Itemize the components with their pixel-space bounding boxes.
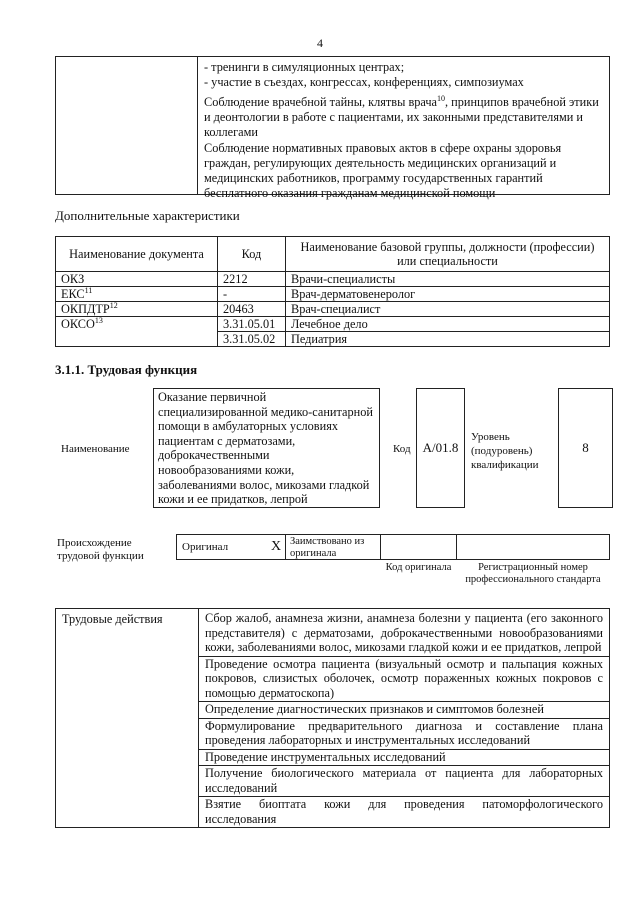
doc-name: ОКЗ — [61, 272, 85, 286]
continuation-label-cell — [55, 56, 198, 195]
registration-number-cell — [456, 534, 610, 560]
regulation-paragraph: Соблюдение нормативных правовых актов в сфере охраны здоровья граждан, регулирующих деятельность медицинских организаций и медицинских работников, программу государственных гарантий бесплатного оказания гражданам медицинской помощи — [204, 140, 562, 201]
function-name-box: Оказание первичной специализированной медико-санитарной помощи в амбулаторных условиях пациентам с дерматозами, доброкачественными новообразованиями кожи, заболеваниями волос, микозами гладкой кожи и ее придатков, лепрой — [153, 388, 380, 508]
paragraph-text: Соблюдение врачебной тайны, клятвы врача — [204, 94, 438, 109]
table-row — [56, 287, 610, 302]
code-cell: 3.31.05.01 — [218, 317, 286, 332]
origin-borrowed-cell: Заимствовано из оригинала — [285, 534, 381, 560]
code-cell: 20463 — [218, 302, 286, 317]
continuation-content-cell — [197, 56, 610, 201]
function-heading: 3.1.1. Трудовая функция — [55, 362, 198, 377]
name-cell: Врач-дерматовенеролог — [286, 287, 610, 302]
doc-cell — [56, 317, 218, 347]
origin-label: Происхождение трудовой функции — [57, 537, 144, 562]
origin-original-cell — [176, 534, 286, 560]
level-value-box: 8 — [558, 388, 613, 508]
doc-name: ОКПДТР — [61, 302, 110, 316]
footnote-ref: 10 — [437, 93, 446, 103]
original-code-caption: Код оригинала — [385, 562, 452, 573]
continuation-line: - участие в съездах, конгрессах, конференциях, симпозиумах — [204, 75, 524, 90]
doc-name: ЕКС — [61, 287, 85, 301]
table-row — [56, 609, 610, 657]
level-label: Уровень (подуровень) квалификации — [471, 431, 539, 471]
code-cell: 3.31.05.02 — [218, 332, 286, 347]
continuation-table — [55, 56, 610, 201]
labour-action-item: Определение диагностических признаков и симптомов болезней — [199, 702, 610, 719]
registration-number-caption: Регистрационный номер профессионального стандарта — [465, 562, 601, 585]
additional-characteristics-table — [55, 236, 610, 347]
labour-action-item: Формулирование предварительного диагноза и составление плана проведения лабораторных и инструментальных исследований — [199, 718, 610, 749]
function-code-box: А/01.8 — [416, 388, 465, 508]
labour-action-item: Взятие биоптата кожи для проведения патоморфологического исследования — [199, 797, 610, 828]
name-cell: Врачи-специалисты — [286, 272, 610, 287]
name-cell: Врач-специалист — [286, 302, 610, 317]
labour-action-item: Получение биологического материала от пациента для лабораторных исследований — [199, 766, 610, 797]
header-doc: Наименование документа — [56, 237, 218, 272]
footnote-ref: 11 — [84, 285, 93, 295]
original-text: Оригинал — [182, 541, 229, 553]
table-header-row — [56, 237, 610, 272]
original-code-cell — [380, 534, 457, 560]
labour-action-item: Проведение инструментальных исследований — [199, 749, 610, 766]
original-check-mark: X — [271, 539, 282, 554]
labour-actions-label: Трудовые действия — [56, 609, 199, 828]
labour-action-item: Проведение осмотра пациента (визуальный осмотр и пальпация кожных покровов, слизистых оболочек, осмотр пораженных кожных покровов с помощью дерматоскопа) — [199, 656, 610, 702]
footnote-ref: 12 — [109, 300, 118, 310]
code-cell: - — [218, 287, 286, 302]
doc-cell — [56, 302, 218, 317]
name-cell: Педиатрия — [286, 332, 610, 347]
table-row — [56, 317, 610, 332]
labour-actions-table — [55, 608, 610, 828]
doc-cell — [56, 287, 218, 302]
header-name: Наименование базовой группы, должности (профессии) или специальности — [286, 237, 610, 272]
labour-action-item: Сбор жалоб, анамнеза жизни, анамнеза болезни у пациента (его законного представителя) с дерматозами, доброкачественными новообразованиями кожи, заболеваниями волос, микозами гладкой кожи и ее придатков, лепрой — [199, 609, 610, 657]
footnote-ref: 13 — [94, 315, 103, 325]
doc-cell — [56, 272, 218, 287]
paragraph-text: , принципов врачебной этики и деонтологии в работе с пациентами, их законными представителями и коллегами — [204, 94, 599, 140]
name-cell: Лечебное дело — [286, 317, 610, 332]
continuation-line: - тренинги в симуляционных центрах; — [204, 60, 405, 74]
table-row — [56, 272, 610, 287]
header-code: Код — [218, 237, 286, 272]
code-label: Код — [393, 443, 411, 455]
table-row — [56, 302, 610, 317]
code-cell: 2212 — [218, 272, 286, 287]
page-number: 4 — [317, 36, 323, 50]
doc-name: ОКСО — [61, 317, 95, 331]
confidentiality-paragraph — [204, 91, 603, 141]
name-label: Наименование — [61, 443, 130, 455]
additional-characteristics-title: Дополнительные характеристики — [55, 208, 240, 223]
